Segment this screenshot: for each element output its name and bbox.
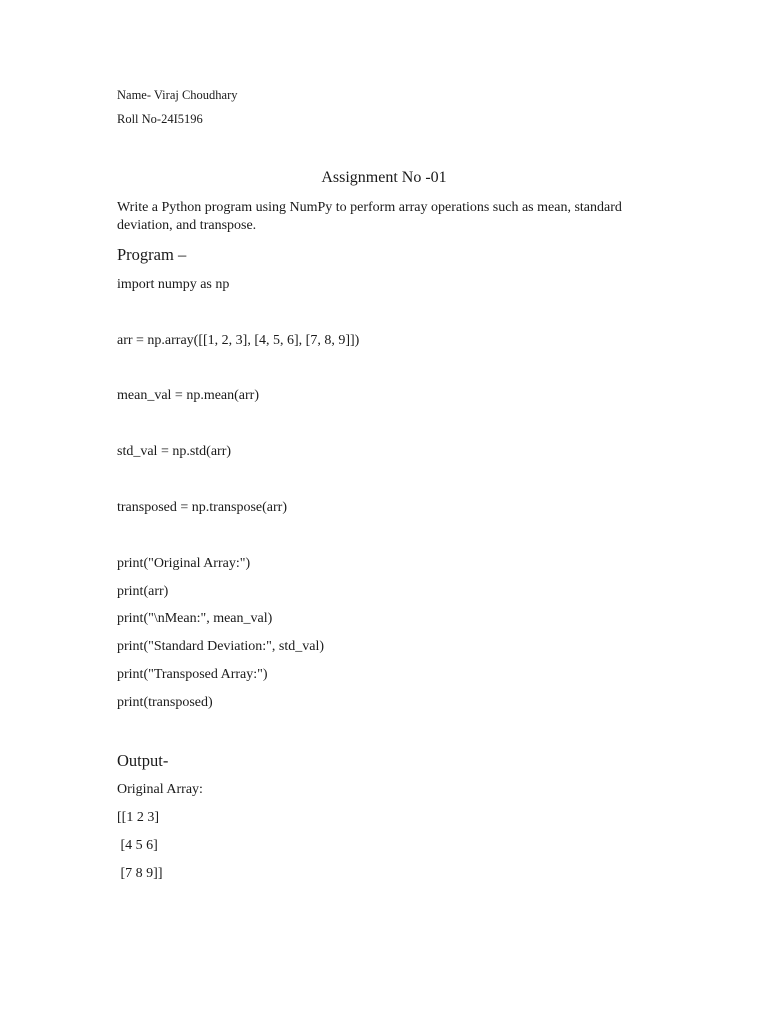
output-line: [[1 2 3] (117, 810, 159, 825)
output-line: [7 8 9]] (117, 866, 163, 881)
assignment-title-text: Assignment No -01 (321, 169, 447, 186)
assignment-title (0, 168, 768, 188)
code-line: mean_val = np.mean(arr) (117, 388, 259, 403)
code-line: arr = np.array([[1, 2, 3], [4, 5, 6], [7, 8, 9]]) (117, 333, 360, 348)
output-line: [4 5 6] (117, 838, 158, 853)
code-line: std_val = np.std(arr) (117, 444, 232, 459)
code-line: import numpy as np (117, 277, 230, 292)
output-line: Original Array: (117, 782, 203, 797)
code-line: print("Transposed Array:") (117, 667, 268, 682)
code-line: print(arr) (117, 584, 169, 599)
code-line: print("Original Array:") (117, 556, 251, 571)
code-line: print("\nMean:", mean_val) (117, 611, 273, 626)
code-line: print(transposed) (117, 695, 213, 710)
output-heading: Output- (117, 751, 169, 770)
program-heading: Program – (117, 245, 187, 264)
question-text: Write a Python program using NumPy to perform array operations such as mean, standard deviation, and transpose. (117, 200, 622, 233)
name-line: Name- Viraj Choudhary (117, 88, 238, 102)
code-line: print("Standard Deviation:", std_val) (117, 639, 324, 654)
roll-line: Roll No-24I5196 (117, 112, 203, 126)
code-line: transposed = np.transpose(arr) (117, 500, 288, 515)
